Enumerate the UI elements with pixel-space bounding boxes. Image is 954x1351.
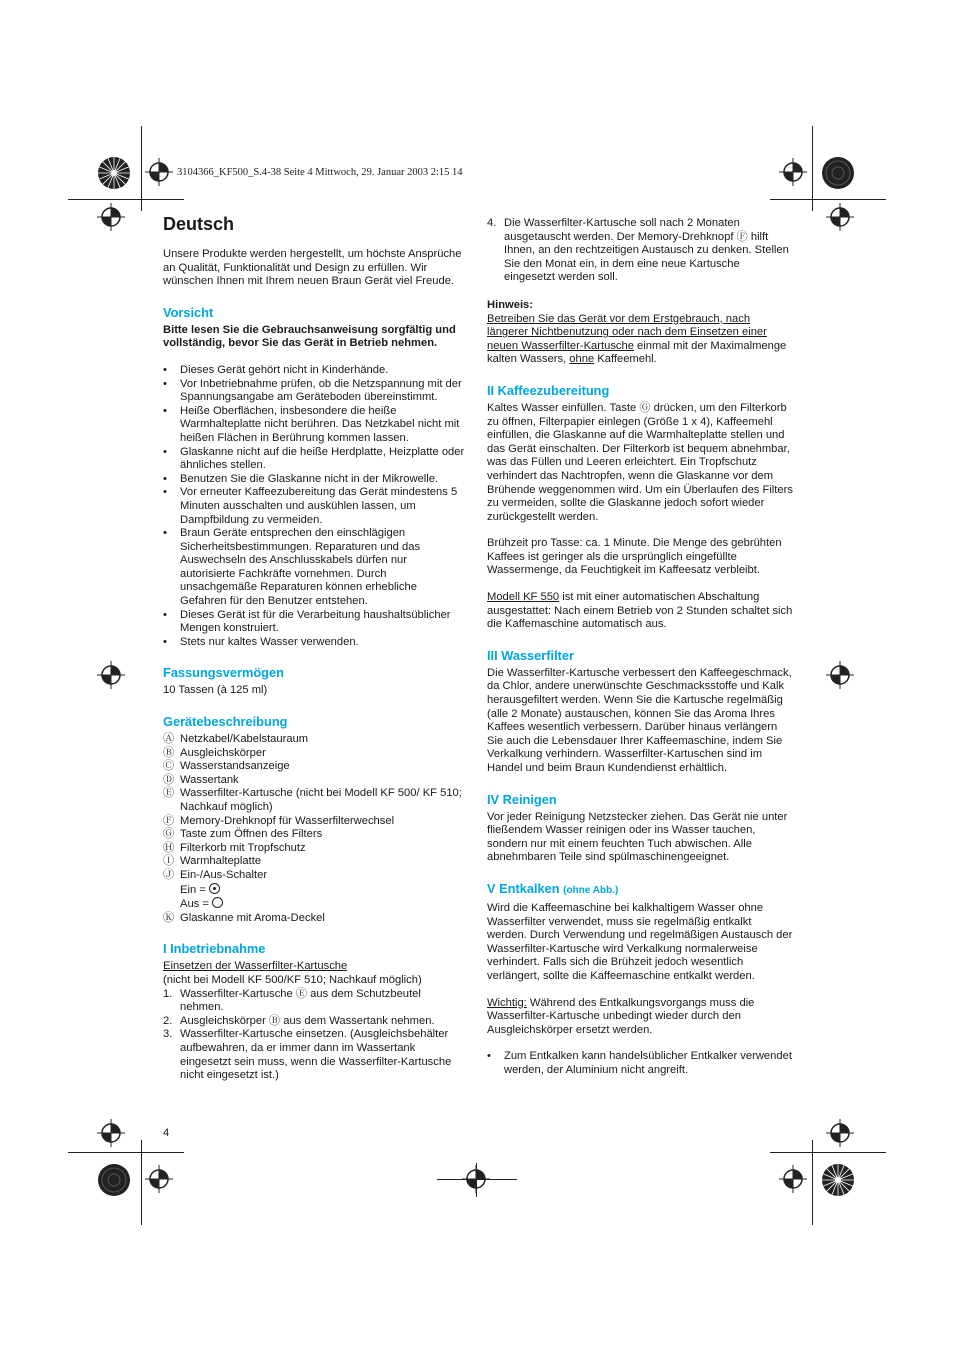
page-title: Deutsch <box>163 214 235 234</box>
off-symbol-icon <box>212 897 223 908</box>
vorsicht-warning: Bitte lesen Sie die Gebrauchsanweisung sorgfältig und vollständig, bevor Sie das Gerät in Betrieb nehmen. <box>163 323 456 350</box>
list-item: Ⓗ Filterkorb mit Tropfschutz <box>163 841 306 854</box>
star-target-icon <box>821 1163 855 1197</box>
list-item: • Vor Inbetriebnahme prüfen, ob die Netzspannung mit der Spannungsangabe am Geräteboden übereinstimmt. <box>163 378 465 405</box>
step-4 <box>487 217 793 285</box>
heading-reinigen: IV Reinigen <box>487 791 557 807</box>
kaffee-paragraph-2: Brühzeit pro Tasse: ca. 1 Minute. Die Menge des gebrühten Kaffees ist geringer als die ursprünglich eingefüllte Wassermenge, da Feuchtigkeit im Kaffeesatz verbleibt. <box>487 537 782 577</box>
list-item: • Benutzen Sie die Glaskanne nicht in der Mikrowelle. <box>163 473 465 487</box>
parts-list <box>163 733 465 925</box>
switch-off-row: Aus = <box>163 897 465 912</box>
heading-inbetriebnahme: I Inbetriebnahme <box>163 941 266 957</box>
list-item: Ⓐ Netzkabel/Kabelstauraum <box>163 733 309 746</box>
list-item: • Glaskanne nicht auf die heiße Herdplatte, Heizplatte oder ähnliches stellen. <box>163 446 465 473</box>
heading-kaffeezubereitung: II Kaffeezubereitung <box>487 382 610 398</box>
list-item: • Braun Geräte entsprechen den einschlägigen Sicherheitsbestimmungen. Reparaturen und das Auswechseln des Anschlusskabels dürfen nur autorisierte Fachkräfte vornehmen. Durch unsachgemäße Reparaturen können erhebliche Gefahren für den Benutzer entstehen. <box>163 527 465 609</box>
list-item: Ⓔ Wasserfilter-Kartusche (nicht bei Modell KF 500/ KF 510; Nachkauf möglich) <box>163 787 462 813</box>
hinweis-label: Hinweis: <box>487 298 534 311</box>
heading-vorsicht: Vorsicht <box>163 304 214 320</box>
registration-mark-icon <box>145 1165 173 1193</box>
list-item: • Zum Entkalken kann handelsüblicher Entkalker verwendet werden, der Aluminium nicht angreift. <box>487 1050 793 1077</box>
star-target-icon <box>97 156 131 190</box>
heading-wasserfilter: III Wasserfilter <box>487 647 575 663</box>
list-item: 1. Wasserfilter-Kartusche Ⓔ aus dem Schutzbeutel nehmen. <box>163 987 421 1014</box>
crop-line <box>437 1179 517 1180</box>
crop-line <box>476 1163 477 1197</box>
registration-mark-icon <box>826 1119 854 1147</box>
registration-mark-icon <box>97 203 125 231</box>
print-header: 3104366_KF500_S.4-38 Seite 4 Mittwoch, 29. Januar 2003 2:15 14 <box>177 167 463 178</box>
reinigen-text: Vor jeder Reinigung Netzstecker ziehen. Das Gerät nie unter fließendem Wasser reinigen oder ins Wasser tauchen, sondern nur mit einem feuchten Tuch abwischen. Alle abnehmbaren Teile sind spülmaschinengeeignet. <box>487 810 788 864</box>
crop-line <box>770 1152 886 1153</box>
list-item: • Stets nur kaltes Wasser verwenden. <box>163 636 465 650</box>
vorsicht-list <box>163 364 465 649</box>
entkalken-wichtig: Wichtig: Während des Entkalkungsvorgangs muss die Wasserfilter-Kartusche unbedingt wieder durch den Ausgleichskörper ersetzt werden. <box>487 996 755 1036</box>
star-target-icon <box>97 1163 131 1197</box>
on-symbol-icon <box>209 883 220 894</box>
wasserfilter-text: Die Wasserfilter-Kartusche verbessert den Kaffeegeschmack, da Chlor, andere unerwünschte Geschmacksstoffe und Kalk herausgefiltert werden. Wenn Sie die Kartusche regelmäßig (alle 2 Monate) austauschen, können Sie das Aroma Ihres Kaffees wesentlich verbessern. Darüber hinaus verlängern Sie auch die Lebensdauer Ihrer Kaffeemaschine, indem Sie Verkalkung verhindern. Wasserfilter-Kartuschen sind im Handel und beim Braun Kundendienst erhältlich. <box>487 666 792 774</box>
list-item: • Heiße Oberflächen, insbesondere die heiße Warmhalteplatte nicht berühren. Das Netzkabel nicht mit heißen Flächen in Berührung kommen lassen. <box>163 405 465 446</box>
list-item: Ⓘ Warmhalteplatte <box>163 855 262 868</box>
kaffee-paragraph-1: Kaltes Wasser einfüllen. Taste Ⓖ drücken, um den Filterkorb zu öffnen, Filterpapier einlegen (Größe 1 x 4), Kaffeemehl einfüllen, die Glaskanne auf die Warmhalteplatte stellen und das Gerät einschalten. Der Filterkorb ist bequem abnehmbar, was das Füllen und Leeren erleichtert. Ein Tropfschutz verhindert das Nachtropfen, wenn die Glaskanne vor dem Brühende weggenommen wird. Um ein Überlaufen des Filters zu vermeiden, sollte die Glaskanne jedoch sofort wieder zurückgestellt werden. <box>487 401 793 523</box>
list-item: Ⓖ Taste zum Öffnen des Filters <box>163 828 323 841</box>
list-item: Ⓚ Glaskanne mit Aroma-Deckel <box>163 911 325 924</box>
registration-mark-icon <box>779 158 807 186</box>
inbetrieb-note: (nicht bei Modell KF 500/KF 510; Nachkauf möglich) <box>163 973 422 986</box>
inbetrieb-subheading: Einsetzen der Wasserfilter-Kartusche <box>163 960 348 973</box>
list-item: 4. Die Wasserfilter-Kartusche soll nach 2 Monaten ausgetauscht werden. Der Memory-Drehknopf Ⓕ hilft Ihnen, an den rechtzeitigen Austausch zu denken. Stellen Sie den Monat ein, in dem eine neue Kartusche eingesetzt werden soll. <box>487 217 789 284</box>
star-target-icon <box>821 156 855 190</box>
list-item: Ⓕ Memory-Drehknopf für Wasserfilterwechsel <box>163 814 395 827</box>
page-number: 4 <box>163 1127 170 1139</box>
switch-on-row: Ein = <box>163 883 465 898</box>
list-item: Ⓒ Wasserstandsanzeige <box>163 760 290 773</box>
list-item: • Dieses Gerät gehört nicht in Kinderhände. <box>163 364 465 378</box>
registration-mark-icon <box>826 203 854 231</box>
list-item: 3. Wasserfilter-Kartusche einsetzen. (Ausgleichsbehälter aufbewahren, da er immer dann im Wassertank eingesetzt sein muss, wenn die Wasserfilter-Kartusche nicht eingesetzt ist.) <box>163 1028 452 1082</box>
list-item: • Vor erneuter Kaffeezubereitung das Gerät mindestens 5 Minuten ausschalten und auskühlen lassen, um Dampfbildung zu vermeiden. <box>163 486 465 527</box>
heading-entkalken: V Entkalken (ohne Abb.) <box>487 880 619 896</box>
kaffee-paragraph-3: Modell KF 550 ist mit einer automatischen Abschaltung ausgestattet: Nach einem Betrieb von 2 Stunden schaltet sich die Kaffemaschine automatisch aus. <box>487 591 793 631</box>
intro-paragraph: Unsere Produkte werden hergestellt, um höchste Ansprüche an Qualität, Funktionalität und Design zu erfüllen. Wir wünschen Ihnen mit Ihrem neuen Braun Gerät viel Freude. <box>163 248 462 288</box>
right-column <box>487 217 793 1090</box>
list-item: Ⓙ Ein-/Aus-Schalter <box>163 868 268 881</box>
registration-mark-icon <box>145 158 173 186</box>
list-item: 2. Ausgleichskörper Ⓑ aus dem Wassertank nehmen. <box>163 1014 435 1027</box>
left-column <box>163 214 465 1091</box>
registration-mark-icon <box>97 661 125 689</box>
heading-geraetebeschreibung: Gerätebeschreibung <box>163 714 288 730</box>
list-item: Ⓓ Wassertank <box>163 773 239 786</box>
inbetrieb-steps <box>163 988 465 1083</box>
list-item: Ⓑ Ausgleichskörper <box>163 746 266 759</box>
crop-line <box>68 1152 184 1153</box>
hinweis-text: Betreiben Sie das Gerät vor dem Erstgebrauch, nach längerer Nichtbenutzung oder nach dem Einsetzen einer neuen Wasserfilter-Kartusche einmal mit der Maximalmenge kalten Wassers, ohne Kaffeemehl. <box>487 312 787 366</box>
registration-mark-icon <box>779 1165 807 1193</box>
entkalken-list <box>487 1050 793 1077</box>
list-item: • Dieses Gerät ist für die Verarbeitung haushaltsüblicher Mengen konstruiert. <box>163 609 465 636</box>
registration-mark-icon <box>826 661 854 689</box>
capacity-text: 10 Tassen (à 125 ml) <box>163 684 268 697</box>
crop-line <box>68 199 184 200</box>
heading-fassungsvermoegen: Fassungsvermögen <box>163 665 284 681</box>
registration-mark-icon <box>97 1119 125 1147</box>
entkalken-paragraph: Wird die Kaffeemaschine bei kalkhaltigem Wasser ohne Wasserfilter verwendet, muss sie regelmäßig entkalkt werden. Durch Verwendung und regelmäßigen Austausch der Wasserfilter-Kartusche wird Verkalkung normalerweise verhindert. Falls sich die Brühzeit jedoch wesentlich verlängert, sollte die Kaffeemaschine entkalkt werden. <box>487 901 793 982</box>
crop-line <box>770 199 886 200</box>
